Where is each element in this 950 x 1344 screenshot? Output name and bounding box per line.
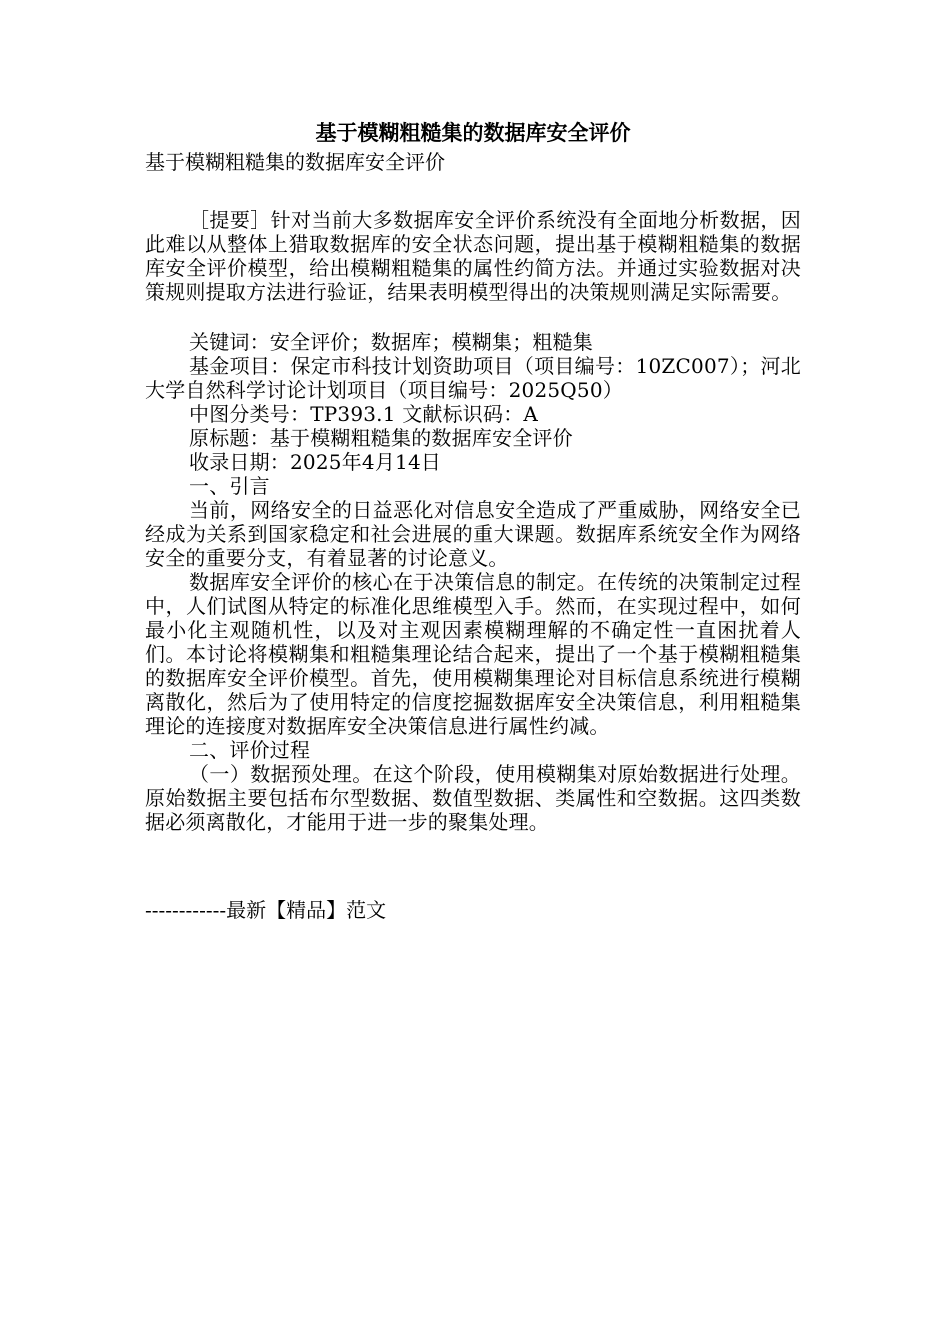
section-heading-introduction: 一、引言 bbox=[189, 474, 270, 498]
classification-line: 中图分类号：TP393.1 文献标识码：A bbox=[189, 402, 539, 426]
document-page bbox=[145, 118, 801, 942]
original-title-line: 原标题：基于模糊粗糙集的数据库安全评价 bbox=[189, 426, 573, 450]
received-date-line: 收录日期：2025年4月14日 bbox=[189, 450, 442, 474]
document-title: 基于模糊粗糙集的数据库安全评价 bbox=[315, 120, 631, 145]
keywords-line: 关键词：安全评价；数据库；模糊集；粗糙集 bbox=[189, 330, 593, 354]
section-heading-evaluation: 二、评价过程 bbox=[189, 738, 311, 762]
evaluation-paragraph-1: （一）数据预处理。在这个阶段，使用模糊集对原始数据进行处理。原始数据主要包括布尔型数据、数值型数据、类属性和空数据。这四类数据必须离散化，才能用于进一步的聚集处理。 bbox=[145, 762, 801, 834]
introduction-paragraph-1: 当前，网络安全的日益恶化对信息安全造成了严重威胁，网络安全已经成为关系到国家稳定和社会进展的重大课题。数据库系统安全作为网络安全的重要分支，有着显著的讨论意义。 bbox=[145, 498, 801, 570]
document-subtitle: 基于模糊粗糙集的数据库安全评价 bbox=[145, 150, 445, 174]
spacer bbox=[145, 304, 801, 330]
introduction-paragraph-2: 数据库安全评价的核心在于决策信息的制定。在传统的决策制定过程中，人们试图从特定的标准化思维模型入手。然而，在实现过程中，如何最小化主观随机性，以及对主观因素模糊理解的不确定性一直困扰着人们。本讨论将模糊集和粗糙集理论结合起来，提出了一个基于模糊粗糙集的数据库安全评价模型。首先，使用模糊集理论对目标信息系统进行模糊离散化，然后为了使用特定的信度挖掘数据库安全决策信息，利用粗糙集理论的连接度对数据库安全决策信息进行属性约减。 bbox=[145, 570, 801, 738]
spacer bbox=[145, 176, 801, 204]
footer-banner: ------------最新【精品】范文 bbox=[145, 898, 387, 922]
fund-line: 基金项目：保定市科技计划资助项目（项目编号：10ZC007）；河北大学自然科学讨论计划项目（项目编号：2025Q50） bbox=[145, 354, 801, 402]
abstract-paragraph: ［提要］针对当前大多数据库安全评价系统没有全面地分析数据，因此难以从整体上猎取数据库的安全状态问题，提出基于模糊粗糙集的数据库安全评价模型，给出模糊粗糙集的属性约简方法。并通过实验数据对决策规则提取方法进行验证，结果表明模型得出的决策规则满足实际需要。 bbox=[145, 208, 801, 304]
